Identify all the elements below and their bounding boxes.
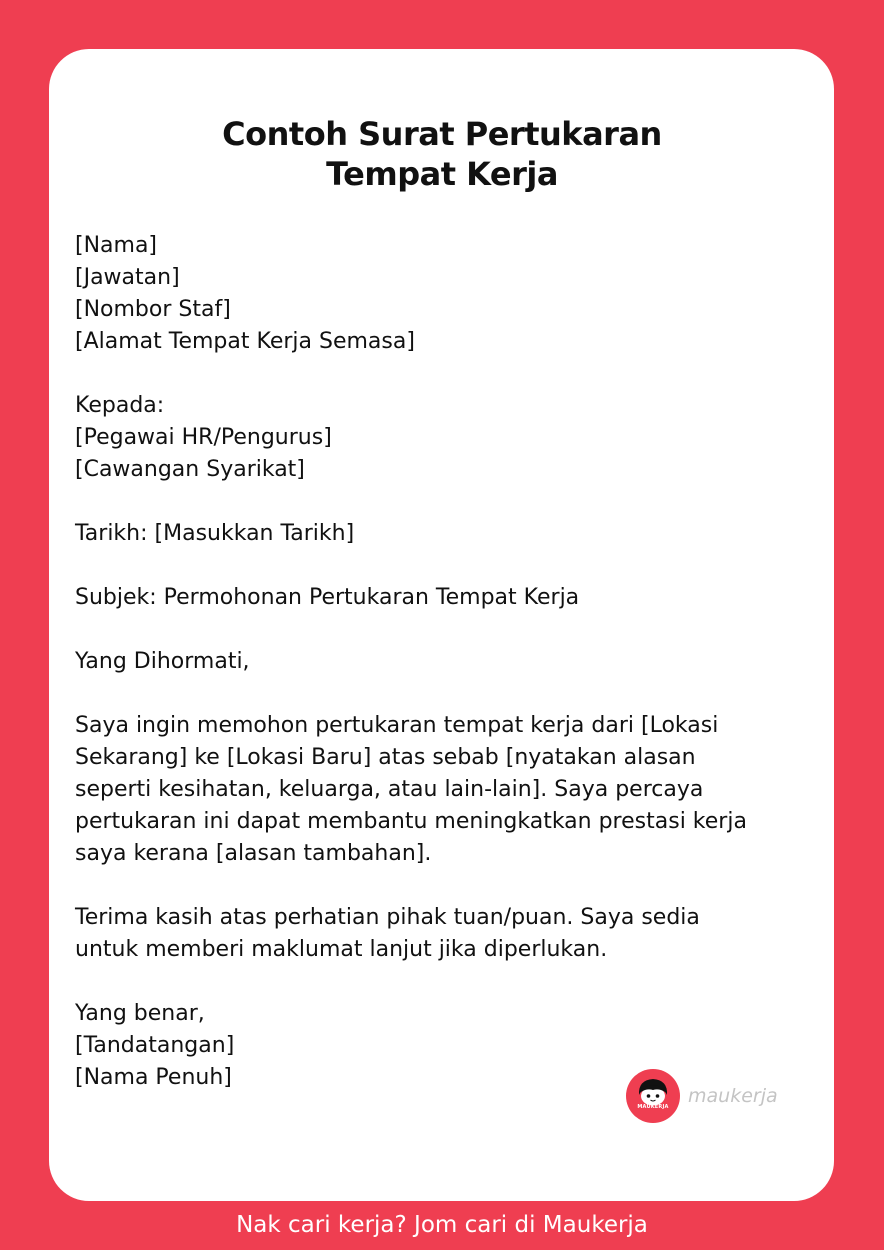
maukerja-face-icon (626, 1069, 680, 1123)
maukerja-logo (626, 1069, 778, 1123)
sender-address: [Alamat Tempat Kerja Semasa] (75, 329, 415, 354)
paragraph-thanks (75, 902, 815, 966)
paragraph-line: Saya ingin memohon pertukaran tempat kerja dari [Lokasi (75, 713, 719, 738)
closing-phrase: Yang benar, (75, 1001, 205, 1026)
recipient-block (75, 390, 815, 486)
closing-signature: [Tandatangan] (75, 1033, 235, 1058)
subject-line: Subjek: Permohonan Pertukaran Tempat Kerja (75, 585, 580, 610)
sender-position: [Jawatan] (75, 265, 180, 290)
sender-name: [Nama] (75, 233, 158, 258)
title-line-2: Tempat Kerja (326, 155, 558, 193)
paragraph-line: Sekarang] ke [Lokasi Baru] atas sebab [nyatakan alasan (75, 745, 696, 770)
paragraph-line: untuk memberi maklumat lanjut jika diperlukan. (75, 937, 608, 962)
paragraph-line: pertukaran ini dapat membantu meningkatkan prestasi kerja (75, 809, 747, 834)
letter-body (75, 230, 815, 1094)
date-line: Tarikh: [Masukkan Tarikh] (75, 521, 355, 546)
paragraph-line: seperti kesihatan, keluarga, atau lain-lain]. Saya percaya (75, 777, 704, 802)
paragraph-request (75, 710, 815, 870)
paragraph-line: Terima kasih atas perhatian pihak tuan/puan. Saya sedia (75, 905, 700, 930)
salutation: Yang Dihormati, (75, 649, 250, 674)
recipient-officer: [Pegawai HR/Pengurus] (75, 425, 332, 450)
recipient-label: Kepada: (75, 393, 165, 418)
paragraph-line: saya kerana [alasan tambahan]. (75, 841, 432, 866)
page-title (0, 114, 884, 194)
footer-cta: Nak cari kerja? Jom cari di Maukerja (236, 1212, 648, 1238)
sender-staff-number: [Nombor Staf] (75, 297, 231, 322)
recipient-branch: [Cawangan Syarikat] (75, 457, 305, 482)
title-line-1: Contoh Surat Pertukaran (222, 115, 662, 153)
closing-full-name: [Nama Penuh] (75, 1065, 232, 1090)
logo-wordmark: maukerja (688, 1085, 778, 1107)
sender-block (75, 230, 815, 358)
logo-badge-text: MAUKERJA (637, 1104, 669, 1110)
